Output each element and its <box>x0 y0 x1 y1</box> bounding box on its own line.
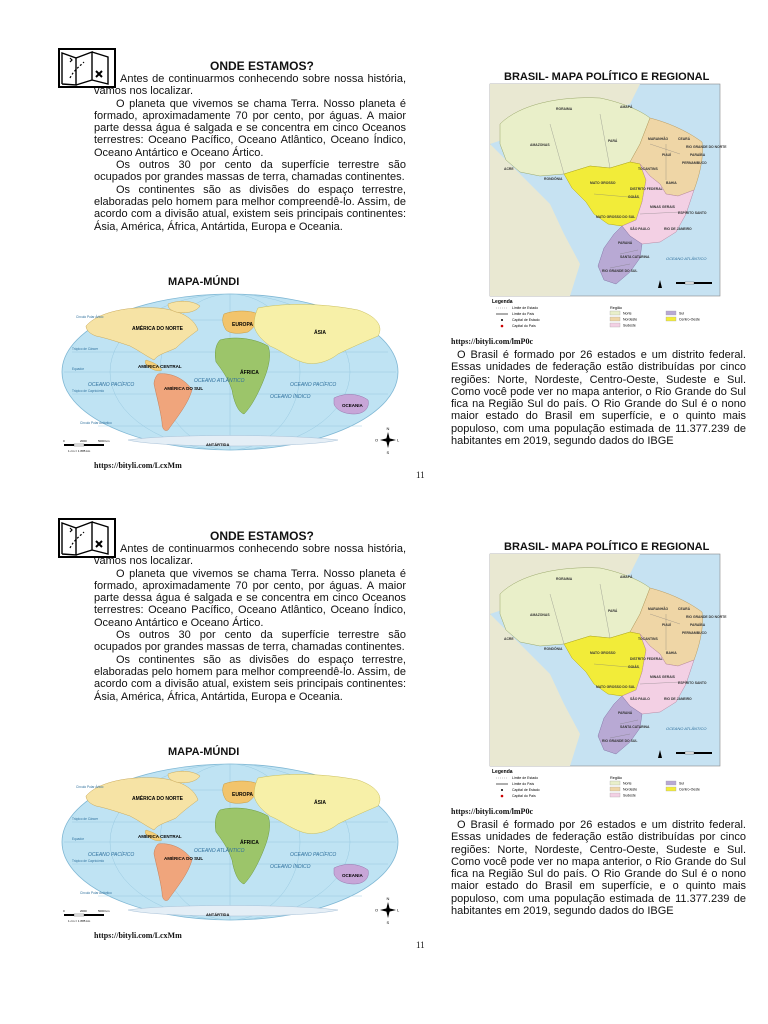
page-title: ONDE ESTAMOS? <box>210 59 314 73</box>
state-label: MATO GROSSO DO SUL <box>596 685 636 689</box>
label-equator: Equador <box>72 837 85 841</box>
label-atlantic: OCEANO ATLÂNTICO <box>194 378 245 384</box>
label-capricorn: Trópico de Capricórnio <box>72 389 105 393</box>
label-cancer: Trópico de Câncer <box>72 817 99 821</box>
label-equator: Equador <box>72 367 85 371</box>
state-label: RIO GRANDE DO SUL <box>602 269 638 273</box>
state-label: CEARÁ <box>678 137 691 141</box>
state-label: MARANHÃO <box>648 137 669 141</box>
state-label: BAHIA <box>666 651 677 655</box>
world-map <box>58 760 408 930</box>
svg-text:Nordeste: Nordeste <box>623 317 638 322</box>
label-pacific-east: OCEANO PACÍFICO <box>290 382 337 388</box>
svg-text:Sul: Sul <box>679 311 685 316</box>
svg-text:5000 km: 5000 km <box>98 909 110 913</box>
legend-item: Limite de Estado <box>512 776 539 780</box>
svg-text:N: N <box>386 426 390 431</box>
legend-heading: Legenda <box>492 299 513 305</box>
intro-paragraph: Antes de continuarmos conhecendo sobre nossa história, vamos nos localizar. <box>94 73 406 98</box>
label-capricorn: Trópico de Capricórnio <box>72 859 105 863</box>
svg-text:2000: 2000 <box>80 439 87 443</box>
brazil-map <box>490 84 727 296</box>
svg-text:Sul: Sul <box>679 781 685 786</box>
brazil-paragraph: O Brasil é formado por 26 estados e um distrito federal. Essas unidades de federação estão distribuídas por cinco regiões: Norte, Nordeste, Centro-Oeste, Sudeste e Sul. Como você pode ver no mapa anterior, o Rio Grande do Sul fica na Região Sul do país. O Rio Grande do Sul é o nono maior estado do Brasil em superfície, e o quinto mais populoso, com uma população estimada de 11.377.239 de habitantes em 2019, segundo dados do IBGE <box>451 349 746 448</box>
state-label: SÃO PAULO <box>630 227 650 231</box>
svg-text:0: 0 <box>63 439 65 443</box>
state-label: RIO GRANDE DO SUL <box>602 739 638 743</box>
state-label: RIO DE JANEIRO <box>664 227 692 231</box>
intro-text <box>94 73 406 233</box>
state-label: RONDÔNIA <box>544 647 563 651</box>
svg-text:S: S <box>386 920 390 925</box>
state-label: RIO GRANDE DO NORTE <box>686 615 727 619</box>
label-north-america: AMÉRICA DO NORTE <box>132 326 183 332</box>
brazil-ocean-label: OCEANO ATLÂNTICO <box>666 256 707 261</box>
legend-region-heading: Região <box>610 306 623 310</box>
world-map-source: https://bityli.com/LcxMm <box>94 461 182 470</box>
legend-item: Limite de Estado <box>512 306 539 310</box>
world-map-title: MAPA-MÚNDI <box>168 276 240 288</box>
label-pacific-east: OCEANO PACÍFICO <box>290 852 337 858</box>
label-cancer: Trópico de Câncer <box>72 347 99 351</box>
world-map <box>58 290 408 460</box>
intro-paragraph: Os outros 30 por cento da superfície terrestre são ocupados por grandes massas de terra, chamadas continentes. <box>94 629 406 654</box>
state-label: SANTA CATARINA <box>620 255 650 259</box>
state-label: DISTRITO FEDERAL <box>630 657 663 661</box>
svg-text:Sudeste: Sudeste <box>623 323 636 328</box>
label-oceania: OCEANIA <box>342 873 363 878</box>
state-label: MINAS GERAIS <box>650 675 675 679</box>
state-label: SANTA CATARINA <box>620 725 650 729</box>
svg-text:L: L <box>397 907 400 913</box>
intro-paragraph: Os continentes são as divisões do espaço terrestre, elaboradas pelo homem para melhor compreendê-lo. Assim, de acordo com a divisão atual, existem seis principais continentes: Ásia, América, África, Antártida, Europa e Oceania. <box>94 653 406 703</box>
state-label: GOIÁS <box>628 195 639 199</box>
state-label: RONDÔNIA <box>544 177 563 181</box>
brazil-legend <box>490 767 720 803</box>
state-label: PERNAMBUCO <box>682 161 707 165</box>
state-label: MATO GROSSO <box>590 651 616 655</box>
label-antarctica: ANTÁRTIDA <box>206 442 230 447</box>
state-label: ACRE <box>504 167 514 171</box>
label-central-america: AMÉRICA CENTRAL <box>138 364 182 369</box>
state-label: PARAÍBA <box>690 623 706 627</box>
label-asia: ÁSIA <box>314 330 326 336</box>
svg-text:Centro-Oeste: Centro-Oeste <box>679 317 701 322</box>
intro-paragraph: O planeta que vivemos se chama Terra. Nosso planeta é formado, aproximadamente 70 por cento, por águas. A maior parte dessa água é salgada e se concentra em cinco Oceanos terrestres: Oceano Pacífico, Oceano Atlântico, Oceano Índico, Oceano Antártico e Oceano Ártico. <box>94 97 406 159</box>
svg-text:Norte: Norte <box>623 781 632 786</box>
svg-text:Norte: Norte <box>623 311 632 316</box>
legend-item: Capital do País <box>512 794 536 798</box>
state-label: PARANÁ <box>618 711 633 715</box>
label-africa: ÁFRICA <box>240 840 259 846</box>
svg-text:1 cm = 1 885 km: 1 cm = 1 885 km <box>68 449 91 453</box>
label-pacific-west: OCEANO PACÍFICO <box>88 382 135 388</box>
page-title: ONDE ESTAMOS? <box>210 529 314 543</box>
state-label: MATO GROSSO <box>590 181 616 185</box>
brazil-map-title: BRASIL- MAPA POLÍTICO E REGIONAL <box>504 541 710 553</box>
brazil-ocean-label: OCEANO ATLÂNTICO <box>666 726 707 731</box>
brazil-map-source: https://bityli.com/lmP0c <box>451 807 533 816</box>
svg-text:O: O <box>375 437 379 443</box>
state-label: DISTRITO FEDERAL <box>630 187 663 191</box>
legend-region-heading: Região <box>610 776 623 780</box>
brazil-map-source: https://bityli.com/lmP0c <box>451 337 533 346</box>
svg-text:Centro-Oeste: Centro-Oeste <box>679 787 701 792</box>
state-label: TOCANTINS <box>638 167 658 171</box>
legend-item: Limite do País <box>512 312 535 316</box>
page-number: 11 <box>416 470 425 480</box>
legend-item: Capital de Estado <box>512 788 540 792</box>
state-label: SÃO PAULO <box>630 697 650 701</box>
page-bottom <box>0 470 768 982</box>
svg-text:Sudeste: Sudeste <box>623 793 636 798</box>
state-label: AMAPÁ <box>620 575 633 579</box>
brazil-scale-bar <box>676 282 712 284</box>
label-south-america: AMÉRICA DO SUL <box>164 856 204 861</box>
intro-paragraph: O planeta que vivemos se chama Terra. Nosso planeta é formado, aproximadamente 70 por cento, por águas. A maior parte dessa água é salgada e se concentra em cinco Oceanos terrestres: Oceano Pacífico, Oceano Atlântico, Oceano Índico, Oceano Antártico e Oceano Ártico. <box>94 567 406 629</box>
label-indian: OCEANO ÍNDICO <box>270 864 311 870</box>
label-asia: ÁSIA <box>314 800 326 806</box>
state-label: TOCANTINS <box>638 637 658 641</box>
state-label: ESPÍRITO SANTO <box>678 211 707 215</box>
intro-paragraph: Os continentes são as divisões do espaço terrestre, elaboradas pelo homem para melhor compreendê-lo. Assim, de acordo com a divisão atual, existem seis principais continentes: Ásia, América, África, Antártida, Europa e Oceania. <box>94 183 406 233</box>
label-antarctic-circle: Círculo Polar Antártico <box>80 421 112 425</box>
brazil-map <box>490 554 727 766</box>
state-label: RIO DE JANEIRO <box>664 697 692 701</box>
brazil-legend <box>490 297 720 333</box>
svg-text:S: S <box>386 450 390 455</box>
state-label: RIO GRANDE DO NORTE <box>686 145 727 149</box>
state-label: PIAUÍ <box>662 623 672 627</box>
svg-text:Nordeste: Nordeste <box>623 787 638 792</box>
state-label: RORAIMA <box>556 107 573 111</box>
legend-item: Capital de Estado <box>512 318 540 322</box>
state-label: MARANHÃO <box>648 607 669 611</box>
legend-heading: Legenda <box>492 769 513 775</box>
svg-text:L: L <box>397 437 400 443</box>
svg-text:1 cm = 1 885 km: 1 cm = 1 885 km <box>68 919 91 923</box>
state-label: PARAÍBA <box>690 153 706 157</box>
svg-text:0: 0 <box>63 909 65 913</box>
state-label: CEARÁ <box>678 607 691 611</box>
legend-item: Capital do País <box>512 324 536 328</box>
state-label: RORAIMA <box>556 577 573 581</box>
state-label: GOIÁS <box>628 665 639 669</box>
state-label: PARANÁ <box>618 241 633 245</box>
legend-item: Limite do País <box>512 782 535 786</box>
state-label: AMAPÁ <box>620 105 633 109</box>
intro-text <box>94 543 406 703</box>
state-label: MINAS GERAIS <box>650 205 675 209</box>
label-europe: EUROPA <box>232 792 254 798</box>
intro-paragraph: Antes de continuarmos conhecendo sobre nossa história, vamos nos localizar. <box>94 543 406 568</box>
state-label: ACRE <box>504 637 514 641</box>
state-label: AMAZONAS <box>530 613 550 617</box>
world-map-title: MAPA-MÚNDI <box>168 746 240 758</box>
state-label: AMAZONAS <box>530 143 550 147</box>
state-label: PARÁ <box>608 609 618 613</box>
svg-text:5000 km: 5000 km <box>98 439 110 443</box>
label-south-america: AMÉRICA DO SUL <box>164 386 204 391</box>
state-label: PARÁ <box>608 139 618 143</box>
state-label: PIAUÍ <box>662 153 672 157</box>
svg-text:2000: 2000 <box>80 909 87 913</box>
label-indian: OCEANO ÍNDICO <box>270 394 311 400</box>
state-label: PERNAMBUCO <box>682 631 707 635</box>
label-pacific-west: OCEANO PACÍFICO <box>88 852 135 858</box>
page-number: 11 <box>416 940 425 950</box>
state-label: ESPÍRITO SANTO <box>678 681 707 685</box>
world-map-source: https://bityli.com/LcxMm <box>94 931 182 940</box>
label-arctic-circle: Círculo Polar Ártico <box>76 785 104 789</box>
label-arctic-circle: Círculo Polar Ártico <box>76 315 104 319</box>
svg-text:O: O <box>375 907 379 913</box>
label-central-america: AMÉRICA CENTRAL <box>138 834 182 839</box>
label-atlantic: OCEANO ATLÂNTICO <box>194 848 245 854</box>
state-label: MATO GROSSO DO SUL <box>596 215 636 219</box>
label-antarctic-circle: Círculo Polar Antártico <box>80 891 112 895</box>
state-label: BAHIA <box>666 181 677 185</box>
label-europe: EUROPA <box>232 322 254 328</box>
label-north-america: AMÉRICA DO NORTE <box>132 796 183 802</box>
brazil-scale-bar <box>676 752 712 754</box>
label-antarctica: ANTÁRTIDA <box>206 912 230 917</box>
label-oceania: OCEANIA <box>342 403 363 408</box>
label-africa: ÁFRICA <box>240 370 259 376</box>
svg-text:N: N <box>386 896 390 901</box>
brazil-map-title: BRASIL- MAPA POLÍTICO E REGIONAL <box>504 71 710 83</box>
brazil-paragraph: O Brasil é formado por 26 estados e um distrito federal. Essas unidades de federação estão distribuídas por cinco regiões: Norte, Nordeste, Centro-Oeste, Sudeste e Sul. Como você pode ver no mapa anterior, o Rio Grande do Sul fica na Região Sul do país. O Rio Grande do Sul é o nono maior estado do Brasil em superfície, e o quinto mais populoso, com uma população estimada de 11.377.239 de habitantes em 2019, segundo dados do IBGE <box>451 819 746 918</box>
intro-paragraph: Os outros 30 por cento da superfície terrestre são ocupados por grandes massas de terra, chamadas continentes. <box>94 159 406 184</box>
